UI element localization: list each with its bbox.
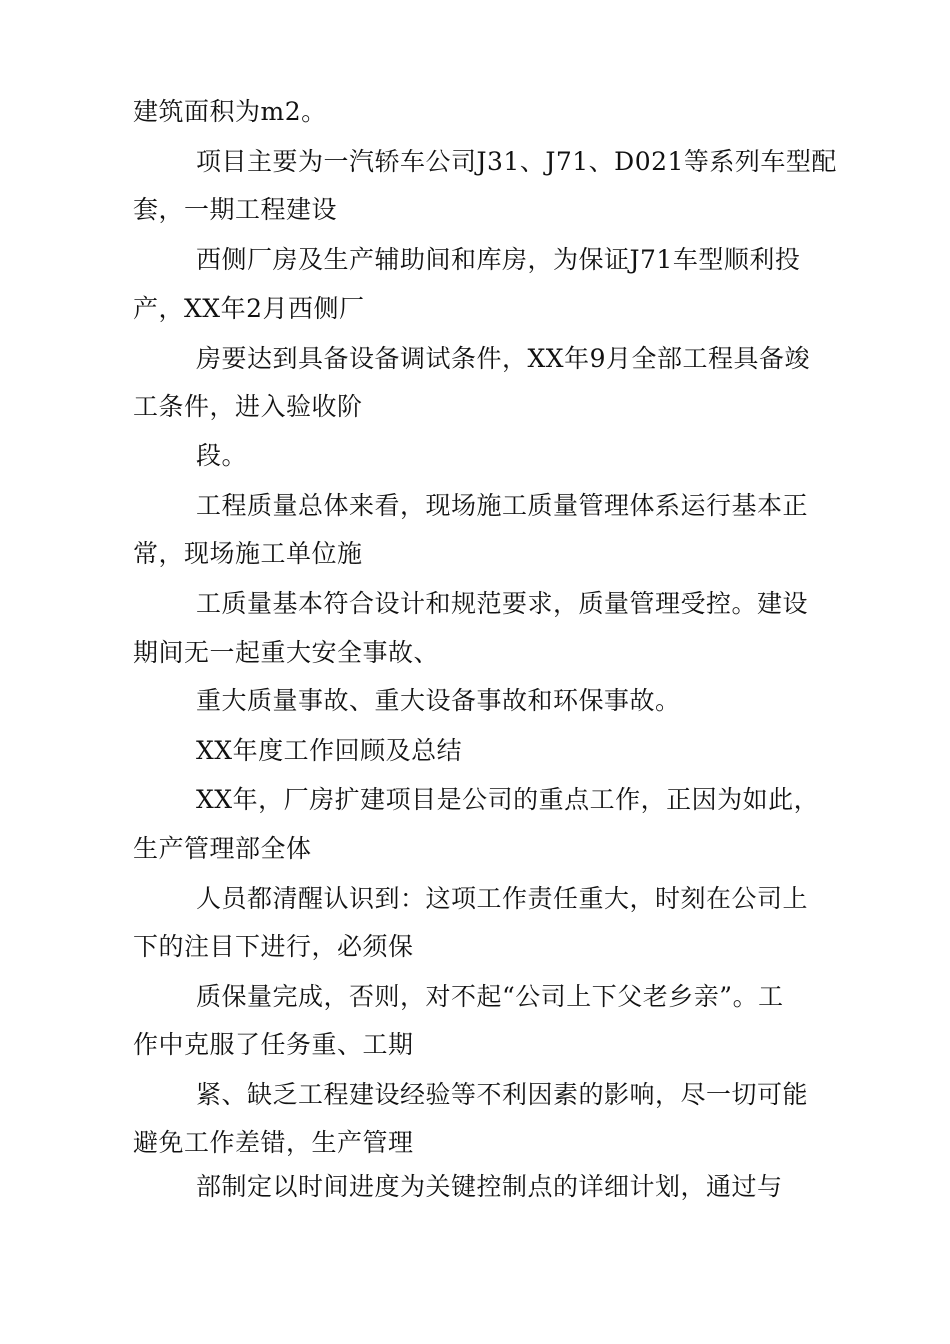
text-line: 人员都清醒认识到：这项工作责任重大，时刻在公司上 [196,884,809,913]
text-line: 产，XX年2月西侧厂 [133,294,365,323]
text-line: 下的注目下进行，必须保 [133,932,414,961]
text-line: 套，一期工程建设 [133,195,338,224]
text-line: 避免工作差错，生产管理 [133,1128,414,1157]
text-line: 常，现场施工单位施 [133,539,363,568]
text-line: 期间无一起重大安全事故、 [133,638,440,667]
text-line: 紧、缺乏工程建设经验等不利因素的影响，尽一切可能 [196,1080,809,1109]
text-line: 项目主要为一汽轿车公司J31、J71、D021等系列车型配 [196,147,837,176]
text-line: 段。 [196,441,248,470]
text-line: 工程质量总体来看，现场施工质量管理体系运行基本正 [196,491,809,520]
text-line: 房要达到具备设备调试条件，XX年9月全部工程具备竣 [196,344,811,373]
section-heading: XX年度工作回顾及总结 [196,736,463,765]
text-line: 工条件，进入验收阶 [133,392,363,421]
text-line: 质保量完成，否则，对不起“公司上下父老乡亲”。工 [196,982,784,1011]
text-line: 重大质量事故、重大设备事故和环保事故。 [196,686,681,715]
text-line: 西侧厂房及生产辅助间和库房，为保证J71车型顺利投 [196,245,801,274]
text-line: 部制定以时间进度为关键控制点的详细计划，通过与 [196,1172,783,1201]
text-line: 作中克服了任务重、工期 [133,1030,414,1059]
text-line: XX年，厂房扩建项目是公司的重点工作，正因为如此， [196,785,820,814]
text-line: 工质量基本符合设计和规范要求，质量管理受控。建设 [196,589,809,618]
text-line: 生产管理部全体 [133,834,312,863]
text-line: 建筑面积为m2。 [133,97,327,126]
